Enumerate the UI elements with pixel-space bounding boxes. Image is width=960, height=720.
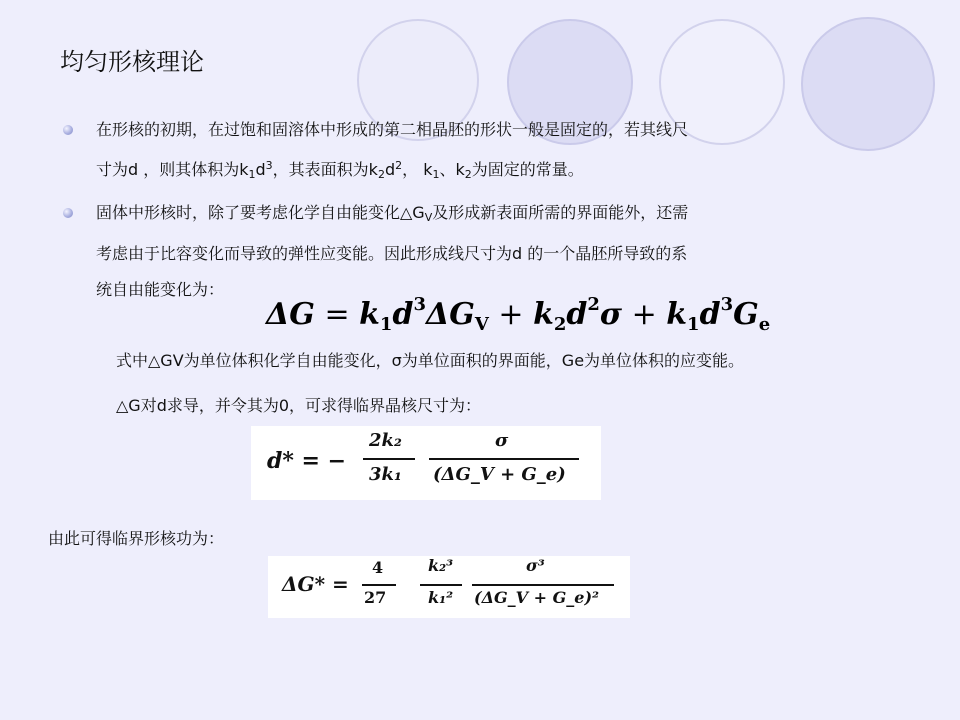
critical-size-equation-image: [251, 426, 601, 500]
bullet-icon: [63, 125, 73, 135]
bullet-text-line: 在形核的初期，在过饱和固溶体中形成的第二相晶胚的形状一般是固定的，若其线尺: [96, 120, 689, 139]
critical-work-equation-image: [268, 556, 630, 618]
bullet-text-line: 固体中形核时，除了要考虑化学自由能变化$\triangle G_V$及形成新表面所需的界面能外，还需: [96, 203, 689, 224]
slide-title: 均匀形核理论: [60, 48, 204, 76]
free-energy-equation: $\Delta G = k_1d^3\Delta G_V + k_2d^2\sigma + k_1d^3G_e$: [266, 294, 771, 335]
fraction-denominator: (ΔG_V + G_e)²: [474, 588, 600, 607]
fraction-denominator: (ΔG_V + G_e): [433, 464, 566, 485]
fraction-bar: [420, 584, 462, 586]
critical-work-lhs: ΔG* =: [282, 572, 349, 596]
fraction-denominator: 3k₁: [369, 464, 402, 485]
critical-size-lhs: d* = −: [267, 448, 347, 474]
fraction-numerator: 4: [372, 558, 384, 577]
fraction-denominator: k₁²: [428, 588, 454, 607]
fraction-bar: [362, 584, 396, 586]
equation-explanation: 式中△GV为单位体积化学自由能变化，σ为单位面积的界面能，Ge为单位体积的应变能。: [116, 351, 745, 370]
fraction-numerator: k₂³: [428, 556, 454, 575]
fraction-numerator: σ³: [526, 556, 545, 575]
conclusion-text: 由此可得临界形核功为：: [48, 529, 225, 548]
fraction-bar: [429, 458, 579, 460]
bullet-text-line: 考虑由于比容变化而导致的弹性应变能。因此形成线尺寸为d 的一个晶胚所导致的系: [96, 244, 688, 263]
fraction-numerator: 2k₂: [369, 430, 402, 451]
fraction-bar: [472, 584, 614, 586]
bullet-icon: [63, 208, 73, 218]
derivative-note: △G对d求导，并令其为0，可求得临界晶核尺寸为：: [116, 396, 482, 415]
fraction-bar: [363, 458, 415, 460]
bullet-item-shape: [60, 112, 940, 193]
fraction-numerator: σ: [495, 430, 509, 451]
fraction-denominator: 27: [364, 588, 387, 607]
bullet-text-line: 寸为d ，则其体积为$k_1d^3$，其表面积为$k_2d^2$， $k_1$、$k_2$为固定的常量。: [96, 159, 584, 181]
bullet-text-line: 统自由能变化为：: [96, 280, 225, 299]
bullet-list: [60, 112, 940, 310]
